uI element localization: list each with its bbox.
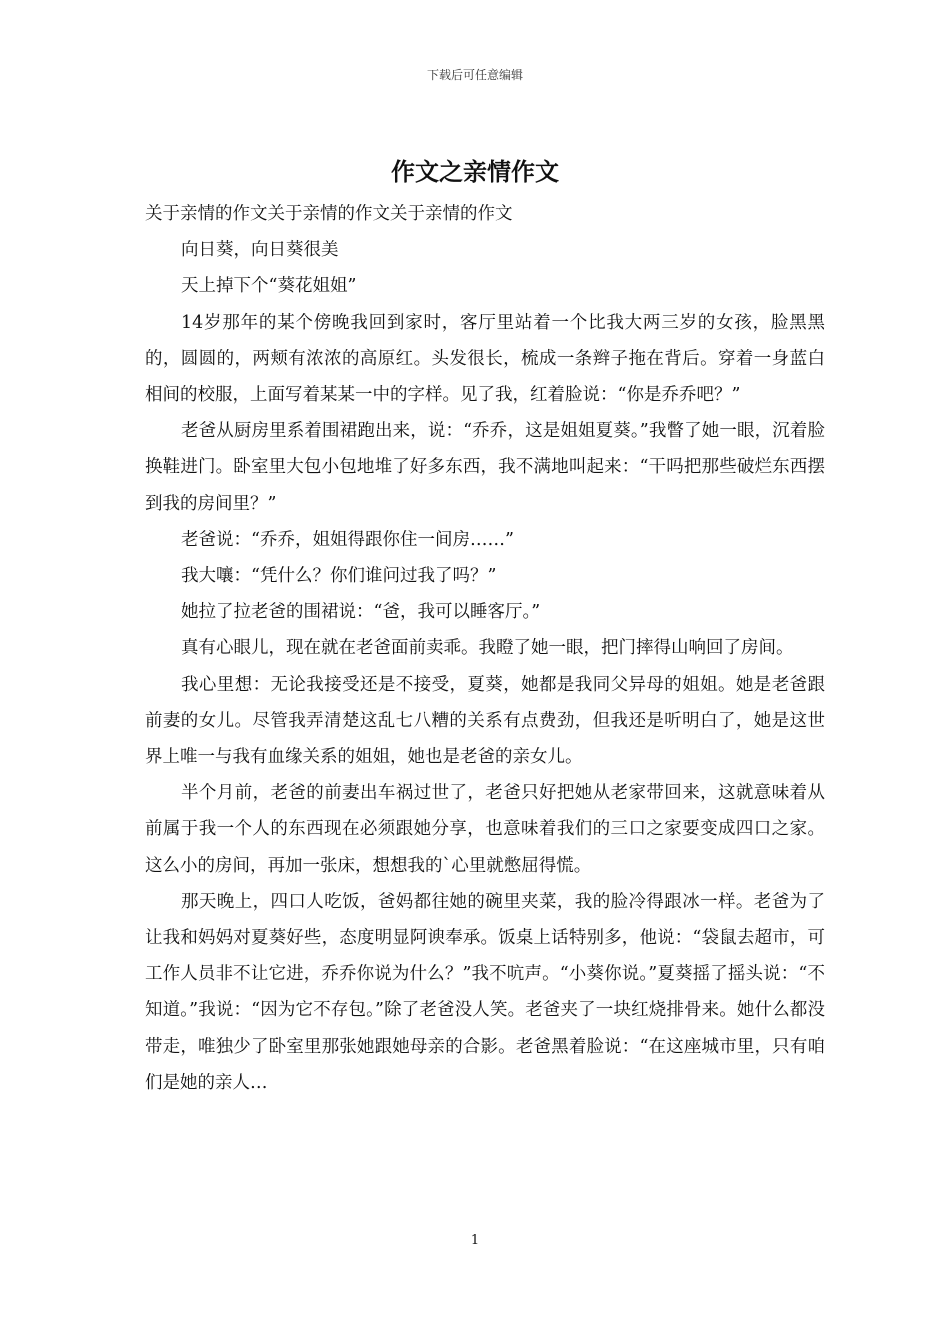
paragraph: 她拉了拉老爸的围裙说：“爸，我可以睡客厅。”: [181, 602, 541, 623]
paragraph: 14岁那年的某个傍晚我回到家时，客厅里站着一个比我大两三岁的女孩，脸黑黑的，圆圆的，两颊有浓浓的高原红。头发很长，梳成一条辫子拖在背后。穿着一身蓝白相间的校服，上面写着某某一中的字样。见了我，红着脸说：“你是乔乔吧？”: [145, 312, 825, 406]
document-title: 作文之亲情作文: [391, 158, 559, 186]
document-body: [145, 196, 825, 1101]
paragraph: 半个月前，老爸的前妻出车祸过世了，老爸只好把她从老家带回来，这就意味着从前属于我一个人的东西现在必须跟她分享，也意味着我们的三口之家要变成四口之家。这么小的房间，再加一张床，想想我的`心里就憋屈得慌。: [145, 783, 825, 876]
paragraph: 老爸说：“乔乔，姐姐得跟你住一间房……”: [181, 529, 514, 550]
paragraph: 我心里想：无论我接受还是不接受，夏葵，她都是我同父异母的姐姐。她是老爸跟前妻的女儿。尽管我弄清楚这乱七八糟的关系有点费劲，但我还是听明白了，她是这世界上唯一与我有血缘关系的姐姐，她也是老爸的亲女儿。: [145, 674, 825, 768]
paragraph: 天上掉下个“葵花姐姐”: [181, 276, 357, 297]
paragraph: 真有心眼儿，现在就在老爸面前卖乖。我瞪了她一眼，把门摔得山响回了房间。: [181, 638, 794, 659]
page-number: 1: [470, 1233, 480, 1248]
paragraph: 那天晚上，四口人吃饭，爸妈都往她的碗里夹菜，我的脸冷得跟冰一样。老爸为了让我和妈妈对夏葵好些，态度明显阿谀奉承。饭桌上话特别多，他说：“袋鼠去超市，可工作人员非不让它进，乔乔你说为什么？”我不吭声。“小葵你说。”夏葵摇了摇头说：“不知道。”我说：“因为它不存包。”除了老爸没人笑。老爸夹了一块红烧排骨来。她什么都没带走，唯独少了卧室里那张她跟她母亲的合影。老爸黑着脸说：“在这座城市里，只有咱们是她的亲人…: [145, 891, 825, 1093]
paragraph: 我大嚷：“凭什么？你们谁问过我了吗？”: [181, 566, 497, 587]
paragraph: 向日葵，向日葵很美: [181, 240, 339, 261]
paragraph: 老爸从厨房里系着围裙跑出来，说：“乔乔，这是姐姐夏葵。”我瞥了她一眼，沉着脸换鞋进门。卧室里大包小包地堆了好多东西，我不满地叫起来：“干吗把那些破烂东西摆到我的房间里？”: [145, 421, 825, 514]
paragraph: 关于亲情的作文关于亲情的作文关于亲情的作文: [145, 204, 513, 224]
header-note: 下载后可任意编辑: [426, 68, 523, 82]
